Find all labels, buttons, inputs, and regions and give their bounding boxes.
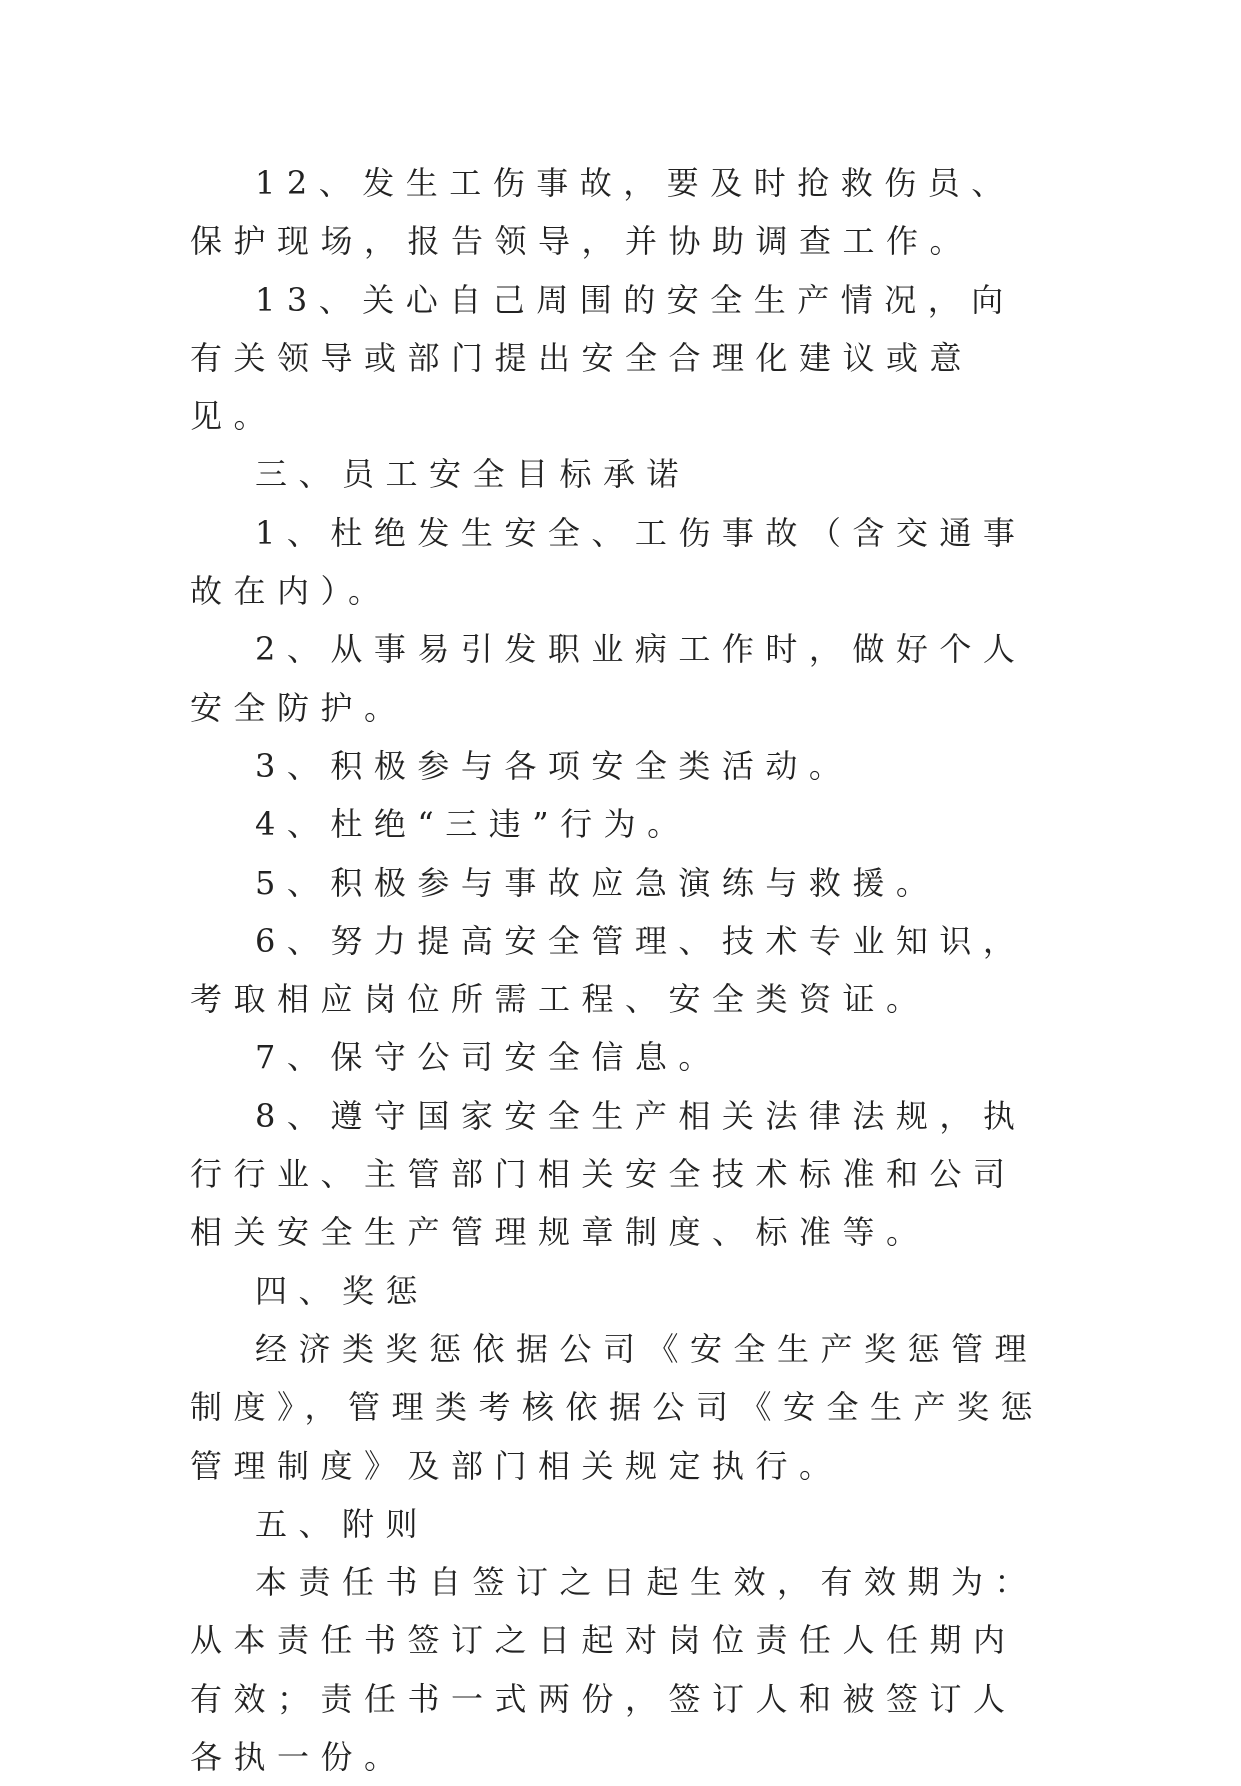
- supplementary-paragraph: 本责任书自签订之日起生效，有效期为：从本责任书签订之日起对岗位责任人任期内有效；责任书一式两份，签订人和被签订人各执一份。: [190, 1563, 1039, 1777]
- commitment-item-3: 3、积极参与各项安全类活动。: [255, 746, 853, 785]
- commitment-item-5: 5、积极参与事故应急演练与救援。: [255, 863, 940, 902]
- commitment-item-6: 6、努力提高安全管理、技术专业知识，考取相应岗位所需工程、安全类资证。: [190, 921, 1027, 1019]
- commitment-item-8: 8、遵守国家安全生产相关法律法规，执行行业、主管部门相关安全技术标准和公司相关安全生产管理规章制度、标准等。: [190, 1096, 1027, 1252]
- section-heading-commitments: 三、员工安全目标承诺: [255, 455, 691, 494]
- commitment-item-1: 1、杜绝发生安全、工伤事故（含交通事故在内）。: [190, 513, 1027, 611]
- commitment-item-7: 7、保守公司安全信息。: [255, 1038, 722, 1077]
- commitment-item-2: 2、从事易引发职业病工作时，做好个人安全防护。: [190, 630, 1027, 727]
- section-heading-rewards: 四、奖惩: [255, 1271, 430, 1310]
- section-heading-supplementary: 五、附则: [255, 1504, 430, 1543]
- paragraph-item-12: 12、发生工伤事故，要及时抢救伤员、保护现场，报告领导，并协助调查工作。: [190, 164, 1015, 261]
- commitment-item-4: 4、杜绝“三违”行为。: [255, 805, 691, 844]
- paragraph-item-13: 13、关心自己周围的安全生产情况，向有关领导或部门提出安全合理化建议或意见。: [190, 280, 1015, 436]
- document-body: [190, 154, 1050, 1786]
- rewards-paragraph: 经济类奖惩依据公司《安全生产奖惩管理制度》，管理类考核依据公司《安全生产奖惩管理制度》及部门相关规定执行。: [190, 1329, 1045, 1485]
